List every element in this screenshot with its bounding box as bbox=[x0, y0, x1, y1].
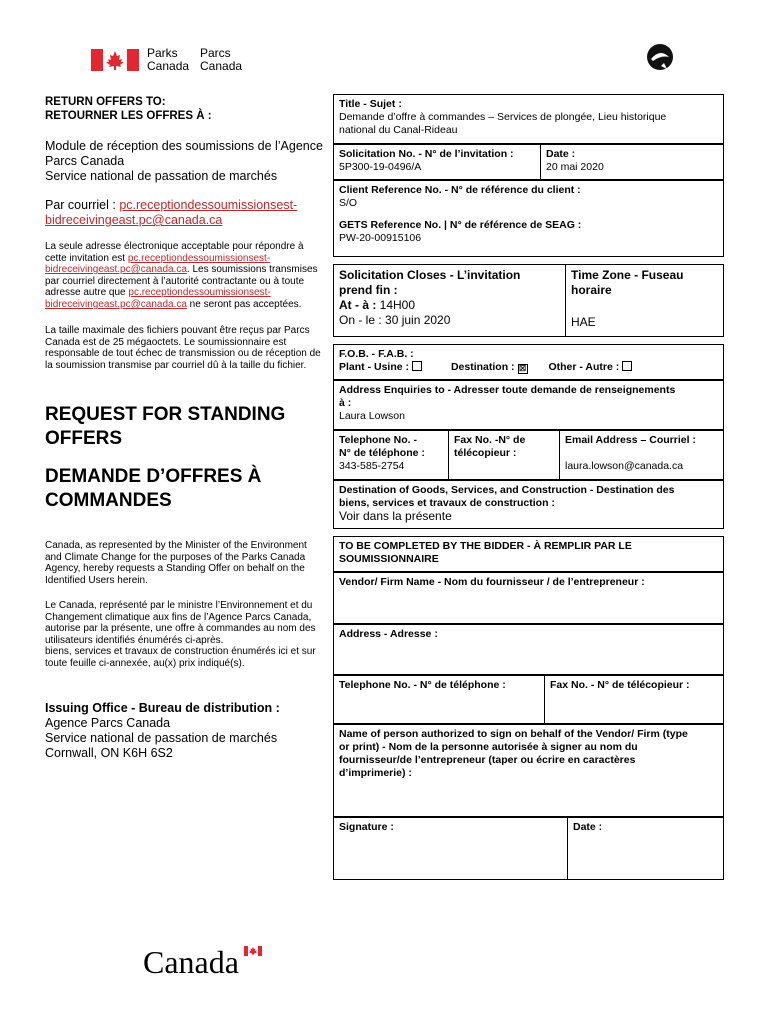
note-email-link-3[interactable]: pc.receptiondessoumissionsest- bbox=[128, 287, 271, 299]
other-checkbox[interactable] bbox=[622, 361, 632, 371]
vendor-name-cell[interactable]: Vendor/ Firm Name - Nom du fournisseur / de l’entrepreneur : bbox=[333, 572, 724, 624]
email-cell: Email Address – Courriel : laura.lowson@canada.ca bbox=[559, 430, 724, 480]
destination-goods-cell: Destination of Goods, Services, and Construction - Destination des biens, services et travaux de construction : Voir dans la présente bbox=[333, 480, 724, 529]
parks-canada-en: Parks Canada bbox=[147, 46, 190, 73]
solicitation-form-table bbox=[333, 94, 724, 850]
file-size-note: La taille maximale des fichiers pouvant être reçus par Parcs Canada est de 25 mégaoctets. Le soumissionnaire est responsable de tout échec de transmission ou de réception de la soumission transmise par courriel dû à la taille du fichier. bbox=[45, 325, 321, 371]
canada-flag-icon bbox=[91, 49, 139, 71]
time-zone-cell: Time Zone - Fuseau horaire HAE bbox=[565, 264, 724, 337]
rfso-title-fr: DEMANDE D’OFFRES À COMMANDES bbox=[45, 466, 262, 511]
authorized-name-cell[interactable]: Name of person authorized to sign on behalf of the Vendor/ Firm (type or print) - Nom de la personne autorisée à signer au nom du fournisseur/de l’entrepreneur (taper ou écrire en caractères d’imprimerie) : bbox=[333, 724, 724, 817]
date-cell: Date : 20 mai 2020 bbox=[540, 144, 724, 180]
title-cell: Title - Sujet : Demande d’offre à commandes – Services de plongée, Lieu historique national du Canal-Rideau bbox=[333, 94, 724, 144]
destination-checkbox[interactable]: ☒ bbox=[518, 364, 527, 373]
solicitation-closes-cell: Solicitation Closes - L’invitation prend fin : At - à : 14H00 On - le : 30 juin 2020 bbox=[333, 264, 566, 337]
paragraph-en: Canada, as represented by the Minister of the Environment and Climate Change for the purposes of the Parks Canada Agency, hereby requests a Standing Offer on behalf on the Identified Users herein. bbox=[45, 540, 307, 586]
vendor-telephone-cell[interactable]: Telephone No. - N° de téléphone : bbox=[333, 675, 545, 724]
fob-cell: F.O.B. - F.A.B. : Plant - Usine : Destination : ☒ Other - Autre : bbox=[333, 344, 724, 380]
parcs-canada-fr: Parcs Canada bbox=[200, 46, 243, 73]
paragraph-fr: Le Canada, représenté par le ministre l’Environnement et du Changement climatique aux fins de l’Agence Parcs Canada, autorise par la présente, une offre à commandes au nom des utilisateurs identifiés énumérés ci-après. biens, services et travaux de construction énumérés ici et sur toute feuille ci-annexée, au(x) prix indiqué(s). bbox=[45, 600, 316, 669]
client-ref-cell: Client Reference No. - N° de référence du client : S/O bbox=[333, 180, 724, 216]
email-note: La seule adresse électronique acceptable pour répondre à cette invitation est pc.receptiondessoumissionsest- bidreceivingeast.pc@canada.ca. Les soumissions transmises par courriel directement à l’autorité contractante ou à toute adresse autre que pc.receptiondessoumissionsest- bidreceivingeast.pc@canada.ca ne seront pas acceptées. bbox=[45, 241, 318, 310]
vendor-address-cell[interactable]: Address - Adresse : bbox=[333, 624, 724, 675]
bidder-section-cell: TO BE COMPLETED BY THE BIDDER - À REMPLIR PAR LE SOUMISSIONNAIRE bbox=[333, 536, 724, 572]
courriel-block: Par courriel : pc.receptiondessoumissionsest- bidreceivingeast.pc@canada.ca bbox=[45, 198, 298, 227]
bid-email-link[interactable]: pc.receptiondessoumissionsest- bbox=[119, 198, 298, 212]
signature-cell[interactable]: Signature : bbox=[333, 817, 568, 880]
address-enquiries-cell: Address Enquiries to - Adresser toute demande de renseignements à : Laura Lowson bbox=[333, 380, 724, 430]
wordmark-flag-icon bbox=[244, 946, 262, 956]
note-email-link-2[interactable]: bidreceivingeast.pc@canada.ca bbox=[45, 264, 187, 276]
issuing-office: Issuing Office - Bureau de distribution : Agence Parcs Canada Service national de passation de marchés Cornwall, ON K6H 6S2 bbox=[45, 701, 280, 760]
rfso-title-en: REQUEST FOR STANDING OFFERS bbox=[45, 404, 286, 449]
gets-ref-cell: GETS Reference No. | N° de référence de SEAG : PW-20-00915106 bbox=[333, 216, 724, 257]
vendor-fax-cell[interactable]: Fax No. - N° de télécopieur : bbox=[544, 675, 724, 724]
telephone-cell: Telephone No. - N° de téléphone : 343-585-2754 bbox=[333, 430, 449, 480]
canada-wordmark: Canada bbox=[143, 944, 239, 980]
return-offers-heading: RETURN OFFERS TO: RETOURNER LES OFFRES À : bbox=[45, 96, 212, 122]
module-address: Module de réception des soumissions de l’Agence Parcs Canada Service national de passation de marchés bbox=[45, 139, 323, 183]
signature-date-cell[interactable]: Date : bbox=[567, 817, 724, 880]
fax-cell: Fax No. -N° de télécopieur : bbox=[448, 430, 560, 480]
note-email-link-4[interactable]: bidreceivingeast.pc@canada.ca bbox=[45, 298, 187, 310]
beaver-logo-icon bbox=[645, 42, 675, 72]
plant-checkbox[interactable] bbox=[412, 361, 422, 371]
solicitation-no-cell: Solicitation No. - N° de l’invitation : 5P300-19-0496/A bbox=[333, 144, 541, 180]
note-email-link-1[interactable]: pc.receptiondessoumissionsest- bbox=[127, 252, 271, 264]
bid-email-link-cont[interactable]: bidreceivingeast.pc@canada.ca bbox=[45, 213, 223, 227]
